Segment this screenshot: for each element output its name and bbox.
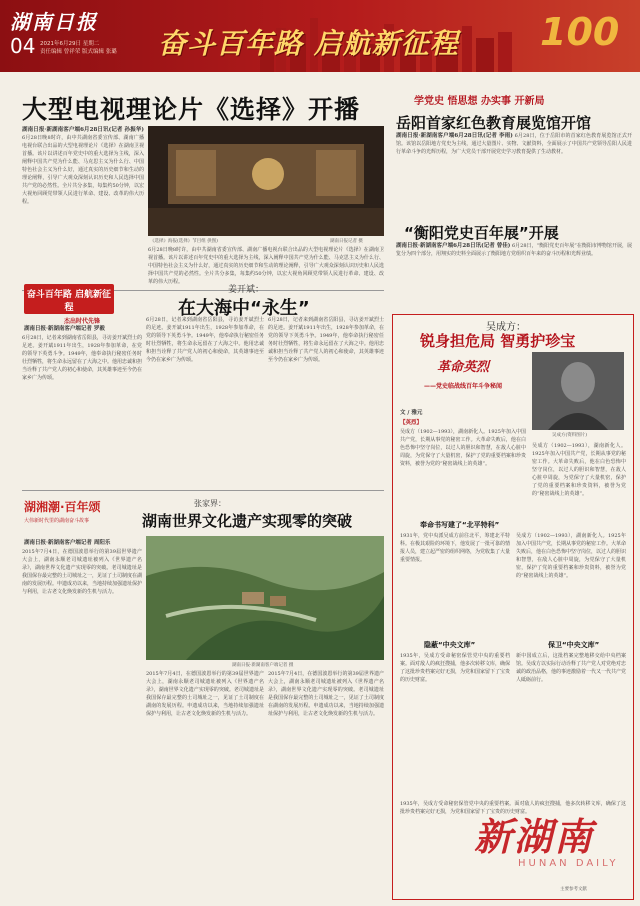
feature-body3: 1935年，吴成方受命秘密保管党中央的重要档案。面对敌人的疯狂搜捕，他多次转移文库，确保了这批珍贵档案完好无损，为党和国家留下了宝贵的历史财富。	[400, 653, 510, 683]
hunan-daily-watermark: HUNAN DAILY	[518, 858, 619, 869]
article2-byline: 湖南日报·新湖南客户端记者 罗毅	[24, 326, 105, 332]
section1-head: 【英烈】	[400, 420, 423, 426]
column-logo-2-sub: 大伟新时代里的湖南奋斗故事	[24, 518, 90, 524]
feature-footer: 主要参考文献	[560, 887, 587, 892]
article3-body-col1: 2015年7月4日，在德国波恩举行的第39届世界遗产大会上，湖南永顺老司城遗址被列入《世界遗产名录》，湖南世界文化遗产实现零的突破。老司城遗址是我国保存最完整的土司城址之一，见证了土司制度在湖南的发展历程。申遗成功以来，当地持续加强遗址保护与利用，让古老文化焕发新的生机与活力。	[22, 549, 142, 595]
feature-kicker: 吴成方：	[486, 322, 526, 333]
article3-body-col2: 2015年7月4日，在德国波恩举行的第39届世界遗产大会上，湖南永顺老司城遗址被列入《世界遗产名录》，湖南世界文化遗产实现零的突破。老司城遗址是我国保存最完整的土司城址之一，见证了土司制度在湖南的发展历程。申遗成功以来，当地持续加强遗址保护与利用，让古老文化焕发新的生机与活力。	[146, 671, 264, 717]
section4-head: 保卫“中央文库”	[548, 641, 600, 649]
lead-body-text: 6月28日晚8时许，由中共湖南省委宣传部、湖南广播电视台联合出品的大型电视理论片《选择》在湖南卫视首播。该片以讲述百年党史中的重大选择为主线，深入阐释中国共产党为什么能、马克思主义为什么行、中国特色社会主义为什么好，通过真实的历史细节和生动的理论阐释，引导广大观众深刻认识历史和人民选择中国共产党的必然性。全片共分多集，每集约50分钟，以宏大视角回顾党带领人民进行革命、建设、改革的伟大历程。	[22, 135, 144, 205]
article2-body-col3: 6月28日，记者来到湖南省岳阳县，寻访姜开斌烈士的足迹。姜开斌1911年出生，1928年参加革命，在党的领导下英勇斗争。1949年，他奉命执行秘密任务时壮烈牺牲，将生命永远留在了大海之中。他用忠诚和担当诠释了共产党人的初心和使命，其英雄事迹至今仍在家乡广为传颂。	[268, 317, 384, 363]
hengyang-body-text: 6月28日，“衡阳党史百年展”在衡阳市博物馆开展，展览分为四个部分，用翔实的史料全面展示了衡阳地方党组织百年来的奋斗历程和光辉业绩。	[396, 243, 632, 257]
feature-body-bottom: 1935年，吴成方受命秘密保管党中央的重要档案。面对敌人的疯狂搜捕，他多次转移文库，确保了这批珍贵档案完好无损，为党和国家留下了宝贵的历史财富。	[400, 801, 626, 815]
article3-byline: 湖南日报·新湖南客户端记者 周阳乐	[24, 540, 111, 546]
right-kicker: 学党史 悟思想 办实事 开新局	[414, 96, 545, 107]
portrait-photo	[532, 352, 624, 430]
centenary-emblem: 100	[540, 10, 620, 54]
column-logo	[24, 284, 114, 314]
newspaper-name: 湖南日报	[10, 10, 98, 34]
feature-body4: 新中国成立后，这批档案完整地移交给中央档案馆。吴成方以实际行动诠释了共产党人对党绝对忠诚的政治品格，他的事迹激励着一代又一代共产党人砥砺前行。	[516, 653, 626, 683]
feature-body1: 吴成方（1902—1993），湖南新化人。1925年加入中国共产党，长期从事党的秘密工作。大革命失败后，他在白色恐怖中坚守岗位，以过人的胆识和智慧，在敌人心脏中周旋，为党保守了大量机密，保护了党的重要档案和珍贵资料，被誉为党的“秘密战线上的英雄”。	[400, 429, 526, 467]
article2-headline: 在大海中“永生”	[178, 298, 310, 319]
feature-body2: 1931年，党中央派吴成方前往北平，筹建北平特科。在极其艰险的环境下，他发展了一批可靠的情报人员，建立起严密的组织网络，为党收集了大量重要情报。	[400, 533, 510, 563]
series-title: 革命英烈	[436, 360, 489, 375]
article2-body-col1: 6月28日，记者来到湖南省岳阳县，寻访姜开斌烈士的足迹。姜开斌1911年出生，1928年参加革命，在党的领导下英勇斗争。1949年，他奉命执行秘密任务时壮烈牺牲，将生命永远留在了大海之中。他用忠诚和担当诠释了共产党人的初心和使命，其英雄事迹至今仍在家乡广为传颂。	[22, 335, 142, 381]
article2-body-col2: 6月28日，记者来到湖南省岳阳县，寻访姜开斌烈士的足迹。姜开斌1911年出生，1928年参加革命，在党的领导下英勇斗争。1949年，他奉命执行秘密任务时壮烈牺牲，将生命永远留在了大海之中。他用忠诚和担当诠释了共产党人的初心和使命，其英雄事迹至今仍在家乡广为传颂。	[146, 317, 264, 363]
feature-byline: 文 / 雅元	[400, 410, 423, 416]
editors: 责任编辑 曾祥荣 版式编辑 张璐	[40, 49, 117, 55]
article3-headline: 湖南世界文化遗产实现零的突破	[142, 512, 353, 530]
lead-photo	[148, 126, 384, 236]
divider	[22, 490, 384, 491]
column-logo-2	[24, 498, 120, 538]
lead-photo-credit: 湖南日报记者 摄	[330, 239, 363, 244]
page-info	[40, 40, 117, 56]
banner-slogan: 奋斗百年路 启航新征程	[158, 27, 459, 60]
hengyang-byline: 湖南日报·新湖南客户端6月28日讯(记者 曾佳)	[396, 243, 511, 249]
masthead	[0, 0, 640, 72]
lead-body-continued: 6月28日晚8时许，由中共湖南省委宣传部、湖南广播电视台联合出品的大型电视理论片《选择》在湖南卫视首播。该片以讲述百年党史中的重大选择为主线，深入阐释中国共产党为什么能、马克思主义为什么行、中国特色社会主义为什么好，通过真实的历史细节和生动的理论阐释，引导广大观众深刻认识历史和人民选择中国共产党的必然性。全片共分多集，每集约50分钟，以宏大视角回顾党带领人民进行革命、建设、改革的伟大历程。	[148, 247, 384, 285]
lead-photo-caption: 《选择》海报(选择》节目组 供图)	[150, 239, 218, 244]
issue-date: 2021年6月29日 星期二	[40, 41, 100, 47]
article3-kicker: 张家界：	[194, 499, 226, 508]
lead-byline: 湖南日报·新湖南客户端6月28日讯(记者 孙振华)	[22, 127, 144, 133]
yueyang-body-text: 6月28日，位于岳阳市的首家红色教育展览馆正式开馆。该馆以岳阳地方党史为主线，通过大量图片、实物、文献资料，全面展示了中国共产党领导岳阳人民进行革命斗争的光辉历程，为广大党员干部开展党史学习教育提供了生动教材。	[396, 133, 632, 155]
series-subtitle: ——党史临战线百年斗争秘闻	[423, 383, 502, 390]
portrait-caption: 吴成方(资料图片)	[552, 433, 588, 438]
landscape-graphic	[146, 536, 384, 660]
xinhunan-watermark: 新湖南	[474, 815, 595, 859]
article3-body-col3: 2015年7月4日，在德国波恩举行的第39届世界遗产大会上，湖南永顺老司城遗址被列入《世界遗产名录》，湖南世界文化遗产实现零的突破。老司城遗址是我国保存最完整的土司城址之一，见证了土司制度在湖南的发展历程。申遗成功以来，当地持续加强遗址保护与利用，让古老文化焕发新的生机与活力。	[268, 671, 384, 717]
column-subtitle: 杰出时代先锋	[64, 318, 101, 325]
hengyang-headline: “衡阳党史百年展”开展	[404, 224, 559, 242]
page-number: 04	[10, 34, 36, 58]
portrait-graphic	[532, 352, 624, 430]
section3-head: 隐蔽“中央文库”	[424, 641, 476, 649]
feature-headline: 锐身担危局 智勇护珍宝	[420, 332, 576, 350]
column-logo-text: 奋斗百年路 启航新征程	[26, 290, 112, 313]
hengyang-body	[396, 242, 632, 308]
lead-headline: 大型电视理论片《选择》开播	[22, 95, 361, 124]
lead-body	[22, 126, 144, 222]
feature-body2-col2: 吴成方（1902—1993），湖南新化人。1925年加入中国共产党，长期从事党的秘密工作。大革命失败后，他在白色恐怖中坚守岗位，以过人的胆识和智慧，在敌人心脏中周旋，为党保守了大量机密，保护了党的重要档案和珍贵资料，被誉为党的“秘密战线上的英雄”。	[516, 533, 626, 579]
column-logo-2-text: 湖湘潮·百年颂	[24, 500, 101, 514]
article3-photo	[146, 536, 384, 660]
yueyang-headline: 岳阳首家红色教育展览馆开馆	[396, 114, 592, 132]
feature-body1-col2: 吴成方（1902—1993），湖南新化人。1925年加入中国共产党，长期从事党的秘密工作。大革命失败后，他在白色恐怖中坚守岗位，以过人的胆识和智慧，在敌人心脏中周旋，为党保守了大量机密，保护了党的重要档案和珍贵资料，被誉为党的“秘密战线上的英雄”。	[532, 443, 626, 497]
yueyang-body	[396, 132, 632, 216]
article3-photo-caption: 湖南日报·新湖南客户端记者 摄	[232, 663, 294, 668]
stage-scene-graphic	[148, 126, 384, 236]
yueyang-byline: 湖南日报·新湖南客户端6月28日讯(记者 李雨)	[396, 133, 513, 139]
section2-head: 奉命书写建了“北平特科”	[420, 521, 500, 529]
article2-kicker: 姜开斌：	[228, 285, 265, 295]
